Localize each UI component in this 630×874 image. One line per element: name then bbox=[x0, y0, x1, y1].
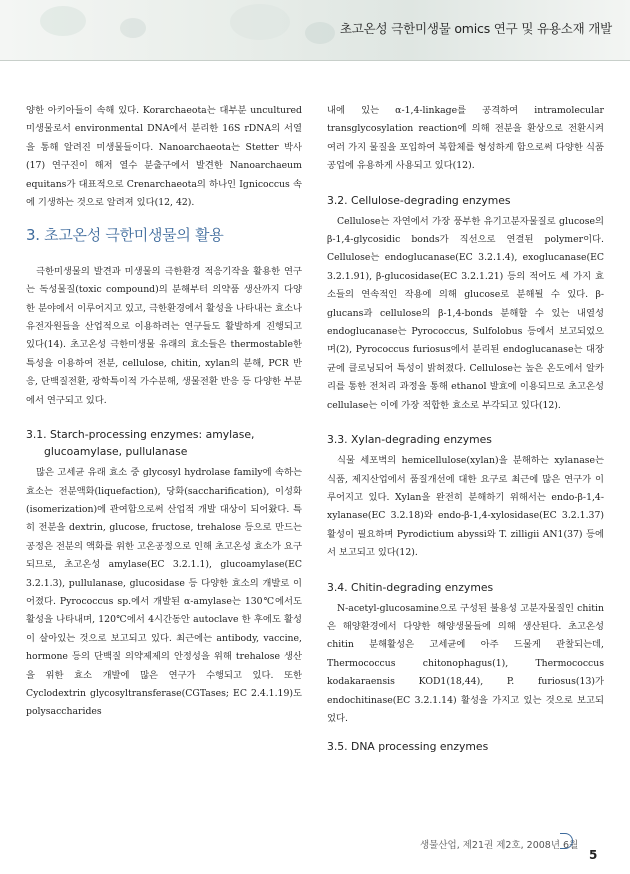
subsection-3-2-paragraph: Cellulose는 자연에서 가장 풍부한 유기고분자물질로 glucose의 β-1,4-glycosidic bonds가 직선으로 연결된 polymer이다. Cellulose는 endoglucanase(EC 3.2.1.4), exoglucanase(EC 3.2.1.91), β-glucosidase(EC 3.2.1.21) 등의 적어도 세 가지 효소들의 연속적인 작용에 의해 glucose로 분해될 수 있다. β-glucans과 cellulose의 β-1,4-bonds 분해할 수 있는 내열성 endoglucanase는 Pyrococcus, Sulfolobus 등에서 보고되었으며(2), Pyrococcus furiosus에서 분리된 endoglucanase는 대장균에 클로닝되어 특성이 밝혀졌다. Cellulose는 높은 온도에서 알카리를 통한 전처리 과정을 통해 ethanol 발효에 이용되므로 초고온성 cellulase는 이에 가장 적합한 효소로 부각되고 있다(12). bbox=[327, 215, 604, 411]
right-intro-paragraph: 내에 있는 α-1,4-linkage를 공격하여 intramolecular transglycosylation reaction에 의해 전분을 환상으로 전환시켜 여러 가지 물질을 포입하여 복합체를 형성하게 함으로써 다양한 식품공업에 유용하게 사용되고 있다(12). bbox=[327, 105, 604, 172]
subsection-3-1-heading bbox=[26, 426, 302, 460]
right-column bbox=[327, 102, 604, 759]
decorative-bubble bbox=[305, 22, 335, 44]
footer-journal-info: 생물산업, 제21권 제2호, 2008년 6월 bbox=[420, 840, 579, 851]
subsection-3-2-heading: 3.2. Cellulose-degrading enzymes bbox=[327, 193, 511, 207]
subsection-3-1-paragraph: 많은 고세균 유래 효소 중 glycosyl hydrolase family에 속하는 효소는 전분액화(liquefaction), 당화(saccharification), 이성화(isomerization)에 관여함으로써 산업적 개발 대상이 되어왔다. 특히 전분을 dextrin, glucose, fructose, trehalose 등으로 만드는 공정은 전분의 액화를 위한 고온공정으로 인해 초고온성 효소가 요구되므로, 초고온성 amylase(EC 3.2.1.1), glucoamylase(EC 3.2.1.3), pullulanase, glucosidase 등 다양한 효소의 개발로 이어졌다. Pyrococcus sp.에서 개발된 α-amylase는 130℃에서도 활성을 나타내며, 120℃에서 4시간동안 autoclave 한 후에도 활성이 살아있는 것으로 보고되고 있다. 최근에는 antibody, vaccine, hormone 등의 단백질 의약제제의 안정성을 위해 trehalose 생산을 위한 효소 개발에 많은 연구가 수행되고 있다. 또한 Cyclodextrin glycosyltransferase(CGTases; EC 2.4.1.19)도 polysaccharides bbox=[26, 467, 302, 718]
left-intro-paragraph: 양한 아키아들이 속해 있다. Korarchaeota는 대부분 uncultured 미생물로서 environmental DNA에서 분리한 16S rDNA의 서열을 통해 알려진 미생물들이다. Nanoarchaeota는 Stetter 박사(17) 연구진이 해저 열수 분출구에서 발견한 Nanoarchaeum equitans가 대표적으로 Crenarchaeota의 하나인 Ignicoccus 속에 기생하는 것으로 알려져 있다(12, 42). bbox=[26, 105, 302, 209]
decorative-bubble bbox=[40, 6, 86, 36]
subsection-3-1-heading-line2: glucoamylase, pullulanase bbox=[44, 445, 188, 459]
subsection-3-3-paragraph: 식물 세포벽의 hemicellulose(xylan)을 분해하는 xylanase는 식품, 제지산업에서 품질개선에 대한 요구로 최근에 많은 연구가 이루어지고 있다. Xylan을 완전히 분해하기 위해서는 endo-β-1,4-xylanase(EC 3.2.18)와 endo-β-1,4-xylosidase(EC 3.2.1.37) 활성이 필요하며 Pyrodictium abyssi와 T. zilligii AN1(37) 등에서 보고되고 있다(12). bbox=[327, 455, 604, 559]
subsection-3-3-heading: 3.3. Xylan-degrading enzymes bbox=[327, 433, 492, 447]
subsection-3-5-heading: 3.5. DNA processing enzymes bbox=[327, 740, 489, 754]
subsection-3-4-heading: 3.4. Chitin-degrading enzymes bbox=[327, 580, 494, 594]
left-column bbox=[26, 102, 302, 722]
running-title: 초고온성 극한미생물 omics 연구 및 유용소재 개발 bbox=[339, 21, 612, 36]
decorative-bubble bbox=[230, 4, 290, 40]
section-3-heading: 3. 초고온성 극한미생물의 활용 bbox=[26, 226, 224, 245]
subsection-3-1-heading-line1: 3.1. Starch-processing enzymes: amylase, bbox=[26, 428, 255, 442]
page-number: 5 bbox=[589, 848, 598, 862]
decorative-bubble bbox=[120, 18, 146, 38]
header-banner bbox=[0, 0, 630, 61]
section-3-paragraph: 극한미생물의 발견과 미생물의 극한환경 적응기작을 활용한 연구는 독성물질(toxic compound)의 분해부터 의약품 생산까지 다양한 분야에서 이루어지고 있고, 극한환경에서 활성을 나타내는 효소나 유전자원들을 산업적으로 이용하려는 연구들도 활발하게 진행되고 있다(14). 초고온성 극한미생물 유래의 효소들은 thermostable한 특성을 이용하여 전분, cellulose, chitin, xylan의 분해, PCR 반응, 단백질전환, 광학특이적 가수분해, 생물전환 반응 등 다양한 부분에서 연구되고 있다. bbox=[26, 265, 302, 406]
subsection-3-4-paragraph: N-acetyl-glucosamine으로 구성된 불용성 고분자물질인 chitin은 해양환경에서 다양한 해양생물들에 의해 생산된다. 초고온성 chitin 분해활성은 고세균에 아주 드물게 관찰되는데, Thermococcus chitonophagus(1), Thermococcus kodakaraensis KOD1(18,44), P. furiosus(13)가 endochitinase(EC 3.2.1.14) 활성을 가지고 있는 것으로 보고되었다. bbox=[327, 602, 604, 724]
